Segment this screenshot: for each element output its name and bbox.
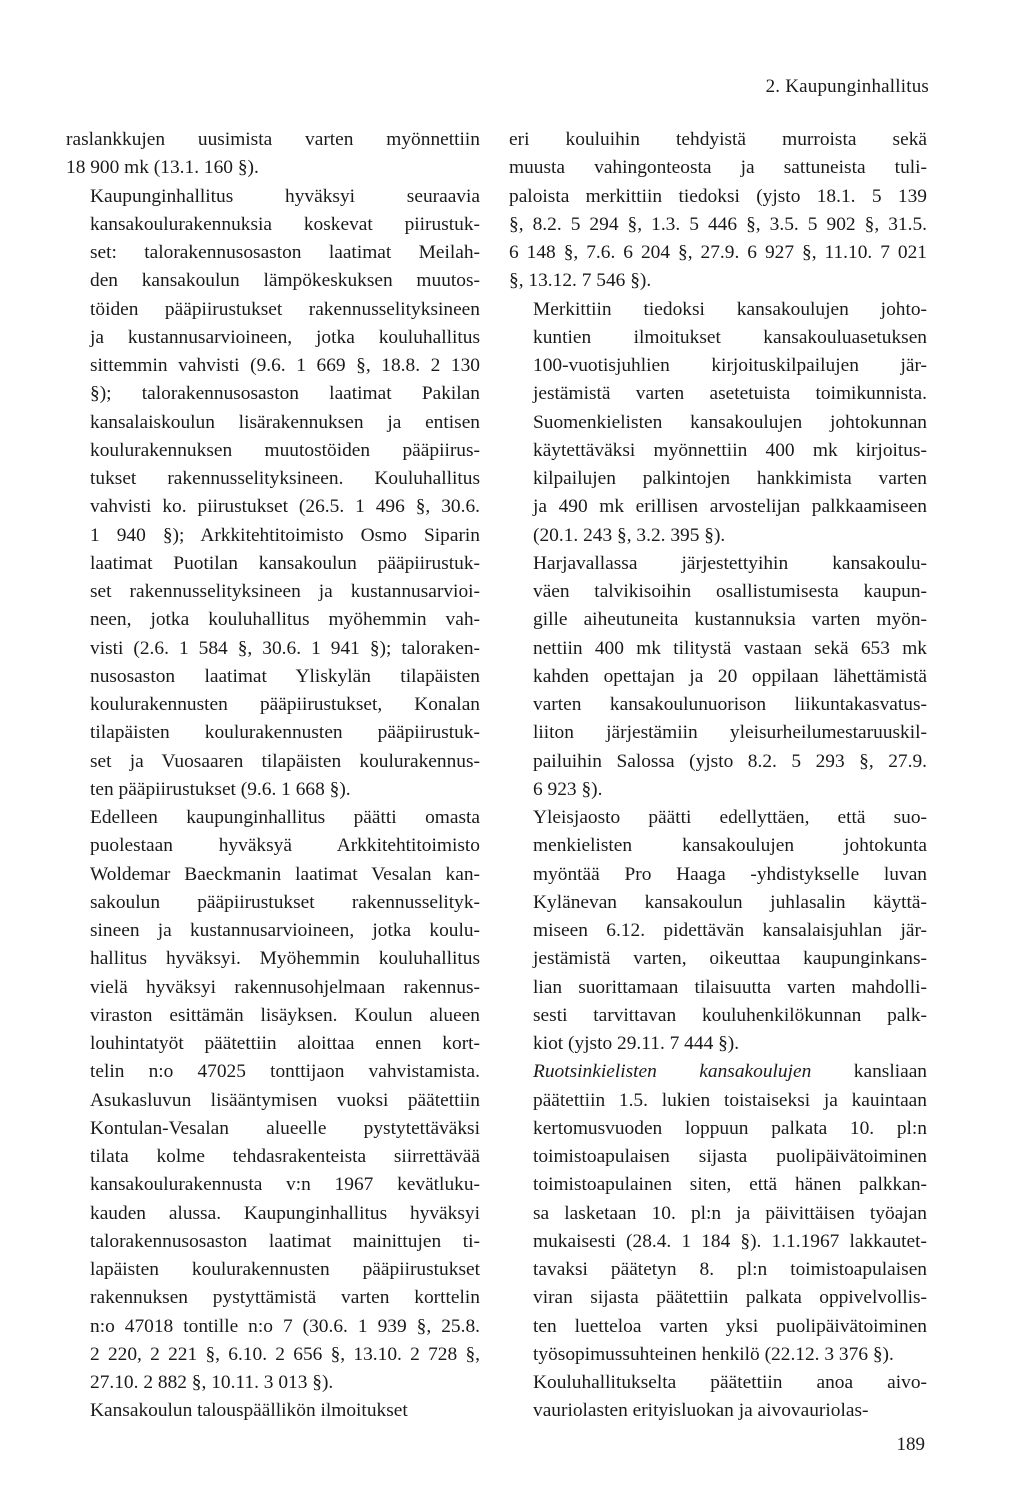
paragraph — [66, 804, 480, 1397]
text-line: sittemmin vahvisti (9.6. 1 669 §, 18.8. 2 130 — [90, 355, 480, 376]
left-column — [66, 126, 480, 1426]
text-line: tukset rakennusselityksineen. Kouluhallitus — [90, 468, 480, 489]
text-line: 6 923 §). — [533, 778, 603, 800]
text-line: tilapäisten koulurakennusten pääpiirustuk- — [90, 722, 480, 744]
text-line: koulurakennuksen muutostöiden pääpiirus- — [90, 439, 480, 461]
text-line: eri kouluihin tehdyistä murroista sekä — [509, 129, 927, 150]
text-line: 6 148 §, 7.6. 6 204 §, 27.9. 6 927 §, 11.10. 7 021 — [509, 242, 927, 263]
text-line: n:o 47018 tontille n:o 7 (30.6. 1 939 §, 25.8. — [90, 1315, 480, 1337]
text-line: vielä hyväksyi rakennusohjelmaan rakennus- — [90, 976, 480, 998]
text-line: Kouluhallitukselta päätettiin anoa aivo- — [533, 1372, 927, 1393]
text-line: laatimat Puotilan kansakoulun pääpiirustuk- — [90, 552, 480, 574]
paragraph — [509, 550, 927, 804]
text-line: Edelleen kaupunginhallitus päätti omasta — [90, 807, 480, 828]
text-line: pailuihin Salossa (yjsto 8.2. 5 293 §, 27.9. — [533, 750, 927, 772]
text-line: set rakennusselityksineen ja kustannusarvioi- — [90, 581, 480, 602]
text-line: työsopimussuhteinen henkilö (22.12. 3 376 §). — [533, 1343, 894, 1365]
text-line: väen talvikisoihin osallistumisesta kaupun- — [533, 581, 927, 602]
text-line: muusta vahingonteosta ja sattuneista tuli- — [509, 157, 927, 179]
text-line: Suomenkielisten kansakoulujen johtokunnan — [533, 411, 927, 433]
text-line: mukaisesti (28.4. 1 184 §). 1.1.1967 lakkautet- — [533, 1230, 927, 1252]
text-line: Kaupunginhallitus hyväksyi seuraavia — [90, 185, 480, 207]
text-line: varten kansakoulunuorison liikuntakasvatus- — [533, 694, 927, 715]
text-line: vauriolasten erityisluokan ja aivovauriolas- — [533, 1400, 869, 1422]
text-line: 18 900 mk (13.1. 160 §). — [66, 157, 259, 179]
text-line: den kansakoulun lämpökeskuksen muutos- — [90, 270, 480, 292]
text-line: louhintatyöt päätettiin aloittaa ennen kort- — [90, 1033, 480, 1054]
text-line: 100-vuotisjuhlien kirjoituskilpailujen jär- — [533, 355, 927, 376]
paragraph — [509, 1058, 927, 1369]
text-line: miseen 6.12. pidettävän kansalaisjuhlan jär- — [533, 920, 927, 941]
text-line: Asukasluvun lisääntymisen vuoksi päätettiin — [90, 1089, 480, 1111]
text-line: kansakoulurakennuksia koskevat piirustuk- — [90, 213, 480, 235]
running-header: 2. Kaupunginhallitus — [765, 76, 929, 97]
right-column — [509, 126, 927, 1426]
text-line: hallitus hyväksyi. Myöhemmin kouluhallitus — [90, 948, 480, 970]
text-line: kiot (yjsto 29.11. 7 444 §). — [533, 1033, 740, 1054]
text-line: päätettiin 1.5. lukien toistaiseksi ja kauintaan — [533, 1089, 927, 1111]
text-line: set ja Vuosaaren tilapäisten koulurakennus- — [90, 750, 480, 772]
text-line: §, 8.2. 5 294 §, 1.3. 5 446 §, 3.5. 5 902 §, 31.5. — [509, 213, 927, 235]
text-line: Woldemar Baeckmanin laatimat Vesalan kan- — [90, 863, 480, 885]
text-line: raslankkujen uusimista varten myönnettiin — [66, 129, 480, 150]
text-line: talorakennusosaston laatimat mainittujen ti- — [90, 1230, 480, 1252]
text-line: jestämistä varten, oikeuttaa kaupunginkans- — [533, 948, 927, 970]
paragraph — [509, 1369, 927, 1426]
text-line: sakoulun pääpiirustukset rakennusselityk- — [90, 891, 480, 913]
text-run: kansliaan — [811, 1061, 928, 1083]
text-line: menkielisten kansakoulujen johtokunta — [533, 835, 927, 857]
paragraph — [509, 126, 927, 296]
text-line: lapäisten koulurakennusten pääpiirustukset — [90, 1259, 480, 1280]
text-line: tavaksi päätetyn 8. pl:n toimistoapulaisen — [533, 1259, 927, 1280]
text-line: Harjavallassa järjestettyihin kansakoulu- — [533, 552, 927, 574]
paragraph — [509, 804, 927, 1058]
text-line: ja 490 mk erillisen arvostelijan palkkaamiseen — [533, 496, 927, 518]
text-line: ten pääpiirustukset (9.6. 1 668 §). — [90, 778, 351, 800]
text-line: Kylänevan kansakoulun juhlasalin käyttä- — [533, 891, 927, 913]
text-line: 1 940 §); Arkkitehtitoimisto Osmo Siparin — [90, 524, 480, 546]
text-line: lian suorittamaan tilaisuutta varten mahdolli- — [533, 976, 927, 998]
text-line: visti (2.6. 1 584 §, 30.6. 1 941 §); taloraken- — [90, 637, 480, 659]
text-line: kuntien ilmoitukset kansakouluasetuksen — [533, 326, 927, 348]
text-line: kansalaiskoulun lisärakennuksen ja entisen — [90, 411, 480, 433]
text-line: paloista merkittiin tiedoksi (yjsto 18.1. 5 139 — [509, 185, 927, 207]
text-line: set: talorakennusosaston laatimat Meilah- — [90, 242, 480, 263]
text-line: tilata kolme tehdasrakenteista siirrettävää — [90, 1146, 480, 1167]
text-line: kansakoulurakennusta v:n 1967 kevätluku- — [90, 1174, 480, 1196]
text-line: §); talorakennusosaston laatimat Pakilan — [90, 383, 480, 405]
text-line: Kontulan-Vesalan alueelle pystytettäväksi — [90, 1117, 480, 1139]
text-line: Kansakoulun talouspäällikön ilmoitukset — [90, 1400, 408, 1422]
text-line: kauden alussa. Kaupunginhallitus hyväksyi — [90, 1202, 480, 1224]
paragraph — [66, 183, 480, 805]
text-line: Merkittiin tiedoksi kansakoulujen johto- — [533, 298, 927, 320]
text-line: ja kustannusarvioineen, jotka kouluhallitus — [90, 326, 480, 348]
text-line: sesti tarvittavan kouluhenkilökunnan palk- — [533, 1004, 927, 1026]
text-line: koulurakennusten pääpiirustukset, Konalan — [90, 694, 480, 715]
text-line: §, 13.12. 7 546 §). — [509, 270, 652, 292]
text-line: jestämistä varten asetetuista toimikunnista. — [533, 383, 927, 405]
text-line: kahden opettajan ja 20 oppilaan lähettämistä — [533, 665, 927, 687]
italic-lead: Ruotsinkielisten kansakoulujen — [533, 1061, 812, 1083]
text-line: toimistoapulainen siten, että hänen palkkan- — [533, 1174, 927, 1196]
text-line — [509, 1058, 927, 1086]
text-line: sineen ja kustannusarvioineen, jotka koulu- — [90, 920, 480, 941]
text-line: (20.1. 243 §, 3.2. 395 §). — [533, 524, 726, 546]
text-line: toimistoapulaisen sijasta puolipäivätoiminen — [533, 1146, 927, 1167]
paragraph — [66, 1397, 480, 1425]
text-line: 27.10. 2 882 §, 10.11. 3 013 §). — [90, 1372, 334, 1393]
text-line: myöntää Pro Haaga -yhdistykselle luvan — [533, 863, 927, 885]
text-line: telin n:o 47025 tonttijaon vahvistamista. — [90, 1061, 480, 1083]
text-line: kertomusvuoden loppuun palkata 10. pl:n — [533, 1117, 927, 1139]
text-line: puolestaan hyväksyä Arkkitehtitoimisto — [90, 835, 480, 857]
paragraph — [509, 296, 927, 550]
text-line: nettiin 400 mk tilitystä vastaan sekä 653 mk — [533, 637, 927, 659]
text-line: töiden pääpiirustukset rakennusselityksineen — [90, 298, 480, 320]
text-line: ten luetteloa varten yksi puolipäivätoiminen — [533, 1315, 927, 1337]
page-number: 189 — [896, 1434, 925, 1455]
text-line: 2 220, 2 221 §, 6.10. 2 656 §, 13.10. 2 728 §, — [90, 1343, 480, 1365]
text-line: nusosaston laatimat Yliskylän tilapäisten — [90, 665, 480, 687]
text-line: rakennuksen pystyttämistä varten korttelin — [90, 1287, 480, 1309]
text-line: vahvisti ko. piirustukset (26.5. 1 496 §, 30.6. — [90, 496, 480, 518]
text-line: liiton järjestämiin yleisurheilumestaruuskil- — [533, 722, 927, 744]
text-line: gille aiheutuneita kustannuksia varten myön- — [533, 609, 927, 631]
text-line: käytettäväksi myönnettiin 400 mk kirjoitus- — [533, 439, 927, 461]
text-line: viraston esittämän lisäyksen. Koulun alueen — [90, 1004, 480, 1026]
text-line: viran sijasta päätettiin palkata oppivelvollis- — [533, 1287, 927, 1309]
text-line: Yleisjaosto päätti edellyttäen, että suo- — [533, 807, 927, 828]
text-line: neen, jotka kouluhallitus myöhemmin vah- — [90, 609, 480, 631]
text-line: kilpailujen palkintojen hankkimista varten — [533, 468, 927, 489]
paragraph — [66, 126, 480, 183]
text-line: sa lasketaan 10. pl:n ja päivittäisen työajan — [533, 1202, 927, 1224]
